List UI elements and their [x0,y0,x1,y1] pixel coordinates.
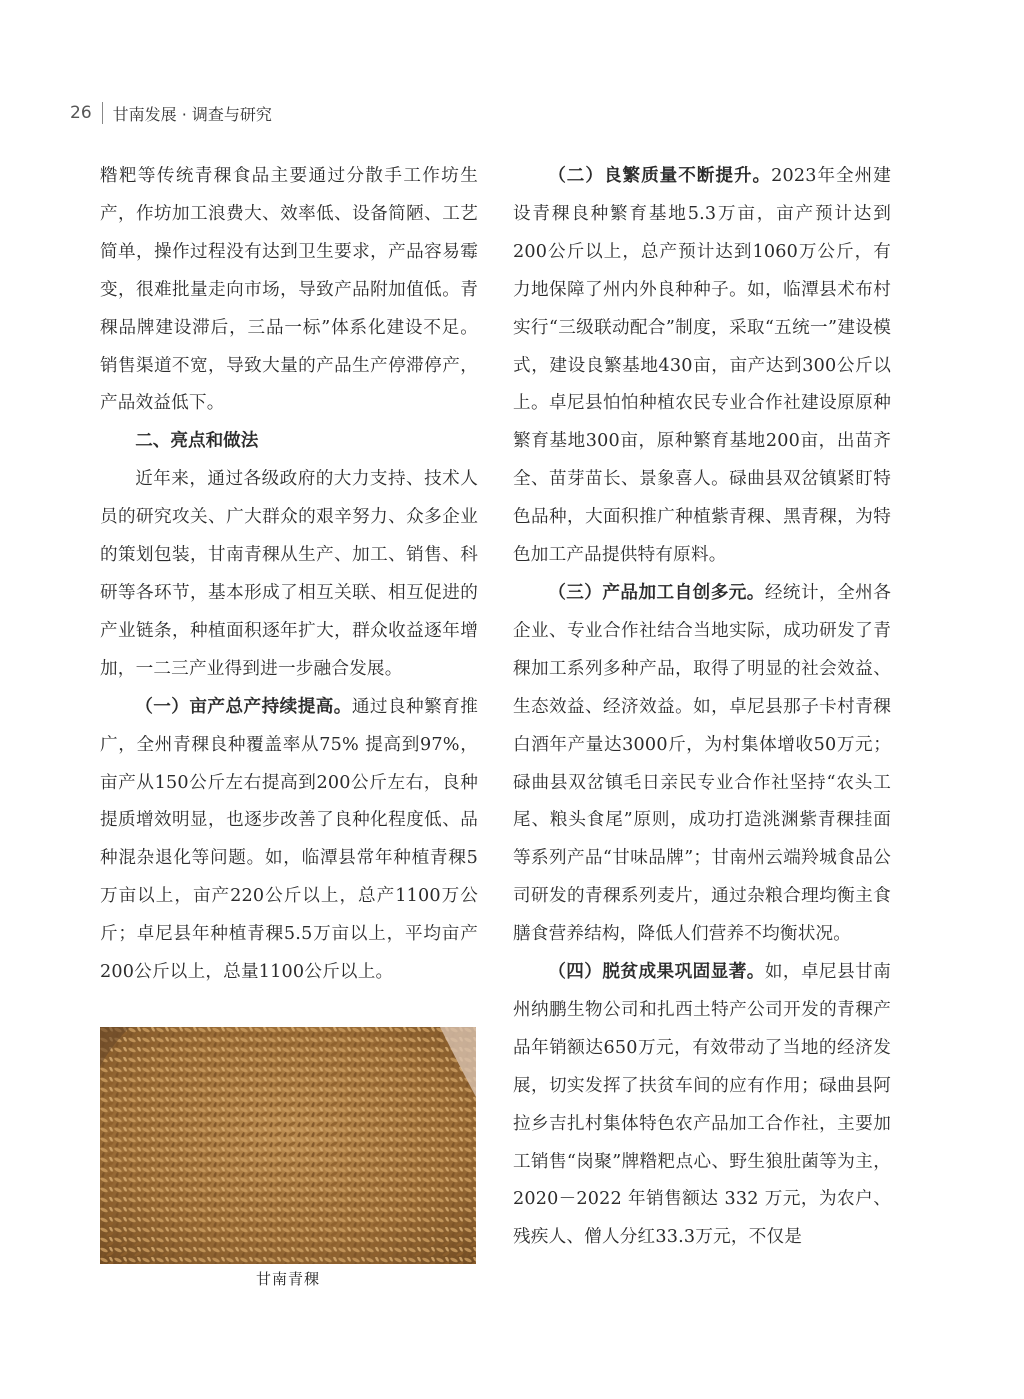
section-heading: 二、亮点和做法 [135,431,259,452]
left-paragraph-3 [100,689,478,992]
subsection-body-4: 如，卓尼县甘南州纳鹏生物公司和扎西土特产公司开发的青稞产品年销额达650万元，有效带动了当地的经济发展，切实发挥了扶贫车间的应有作用；碌曲县阿拉乡吉扎村集体特色农产品加工合作社，主要加工销售“岗聚”牌糌粑点心、野生狼肚菌等为主，2020－2022 年销售额达 332 万元，为农户、残疾人、僧人分红33.3万元，不仅是 [513,962,892,1248]
subsection-body-2: 2023年全州建设青稞良种繁育基地5.3万亩，亩产预计达到200公斤以上，总产预计达到1060万公斤，有力地保障了州内外良种种子。如，临潭县术布村实行“三级联动配合”制度，采取“五统一”建设模式，建设良繁基地430亩，亩产达到300公斤以上。卓尼县怕怕种植农民专业合作社建设原原种繁育基地300亩，原种繁育基地200亩，出苗齐全、苗芽苗长、景象喜人。碌曲县双岔镇紧盯特色品种，大面积推广种植紫青稞、黑青稞，为特色加工产品提供特有原料。 [513,166,891,566]
left-column [100,158,478,992]
publication-title: 甘南发展 · 调查与研究 [112,104,272,124]
left-paragraph-2: 近年来，通过各级政府的大力支持、技术人员的研究攻关、广大群众的艰辛努力、众多企业的策划包装，甘南青稞从生产、加工、销售、科研等各环节，基本形成了相互关联、相互促进的产业链条，种植面积逐年扩大，群众收益逐年增加，一二三产业得到进一步融合发展。 [100,469,478,679]
photo-caption: 甘南青稞 [255,1270,320,1288]
right-paragraph-1 [513,158,891,575]
subsection-lead-2: （二）良繁质量不断提升。 [548,166,772,186]
subsection-lead-4: （四）脱贫成果巩固显著。 [548,962,765,983]
right-column [513,158,891,1257]
page-number: 26 [70,103,92,123]
left-paragraph-1: 糌粑等传统青稞食品主要通过分散手工作坊生产，作坊加工浪费大、效率低、设备简陋、工艺简单，操作过程没有达到卫生要求，产品容易霉变，很难批量走向市场，导致产品附加值低。青稞品牌建设滞后，三品一标”体系化建设不足。销售渠道不宽，导致大量的产品生产停滞停产，产品效益低下。 [100,166,478,414]
right-paragraph-3 [513,954,891,1257]
right-paragraph-2 [513,575,891,954]
barley-grains-image [100,1027,476,1264]
subsection-body-1: 通过良种繁育推广，全州青稞良种覆盖率从75% 提高到97%，亩产从150公斤左右提高到200公斤左右，良种提质增效明显，也逐步改善了良种化程度低、品种混杂退化等问题。如，临潭县常年种植青稞5万亩以上，亩产220公斤以上，总产1100万公斤；卓尼县年种植青稞5.5万亩以上，平均亩产200公斤以上，总量1100公斤以上。 [100,696,479,983]
subsection-lead-1: （一）亩产总产持续提高。 [135,696,352,717]
barley-photo [100,1027,476,1264]
running-header [70,100,272,126]
subsection-lead-3: （三）产品加工自创多元。 [548,582,765,603]
subsection-body-3: 经统计，全州各企业、专业合作社结合当地实际，成功研发了青稞加工系列多种产品，取得了明显的社会效益、生态效益、经济效益。如，卓尼县那子卡村青稞白酒年产量达3000斤，为村集体增收50万元；碌曲县双岔镇毛日亲民专业合作社坚持“农头工尾、粮头食尾”原则，成功打造洮渊紫青稞挂面等系列产品“甘味品牌”；甘南州云端羚城食品公司研发的青稞系列麦片，通过杂粮合理均衡主食膳食营养结构，降低人们营养不均衡状况。 [513,582,892,945]
header-divider [102,102,103,124]
